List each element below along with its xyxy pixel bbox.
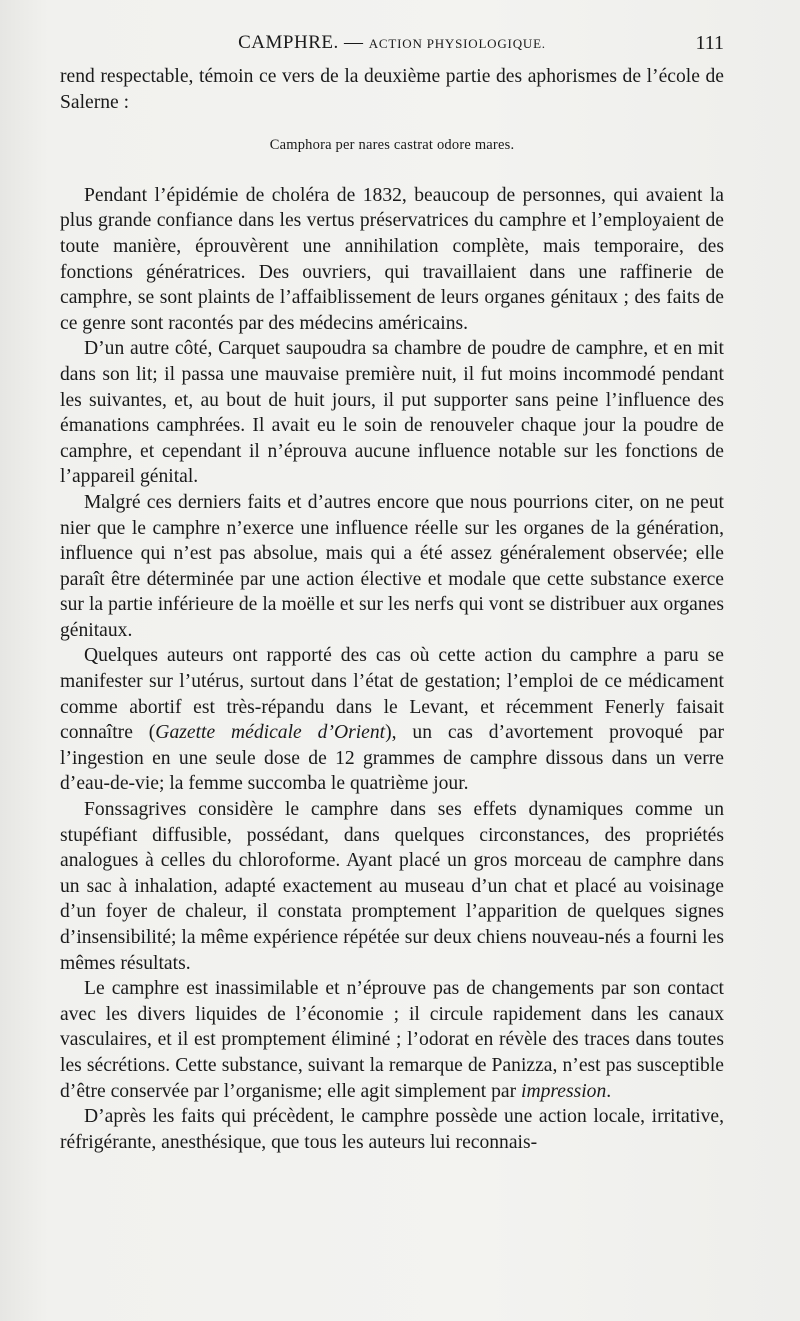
paragraph-elimination: [60, 976, 724, 1104]
paragraph-uterus: [60, 643, 724, 797]
paragraph-elimination-text-b: .: [606, 1080, 612, 1102]
paragraph-uterus-text-b: ), un cas d’avortement provoqué par l’ingestion en une seule dose de 12 grammes de camphre dissous dans un verre d’eau-de-vie; la femme succomba le quatrième jour.: [60, 722, 724, 795]
latin-quote: Camphora per nares castrat odore mares.: [269, 137, 515, 154]
running-title: [60, 32, 724, 54]
paragraph-generation: Malgré ces derniers faits et d’autres encore que nous pourrions citer, on ne peut nier que le camphre n’exerce une influence réelle sur les organes de la génération, influence qui n’est pas absolue, mais qui a été assez généralement observée; elle paraît être déterminée par une action élective et modale que cette substance exerce sur la partie inférieure de la moëlle et sur les nerfs qui vont se distribuer aux organes génitaux.: [60, 491, 724, 641]
paragraph-cholera: Pendant l’épidémie de choléra de 1832, beaucoup de personnes, qui avaient la plus grande confiance dans les vertus préservatrices du camphre et l’employaient de toute manière, éprouvèrent une annihilation complète, mais temporaire, des fonctions génératrices. Des ouvriers, qui travaillaient dans une raffinerie de camphre, se sont plaints de l’affaiblissement de leurs organes génitaux ; des faits de ce genre sont racontés par des médecins américains.: [60, 184, 724, 334]
impression-word: impression: [521, 1080, 607, 1102]
paragraph-uterus-text-a: Quelques auteurs ont rapporté des cas où cette action du camphre a paru se manifester sur l’utérus, surtout dans l’état de gestation; l’emploi de ce médicament comme abortif est très-répandu dans le Levant, et récemment Fenerly faisait connaître (: [60, 645, 724, 744]
running-title-sub: ACTION PHYSIOLOGIQUE.: [368, 36, 546, 51]
running-title-dash: —: [343, 32, 364, 53]
page-number: 111: [695, 32, 724, 54]
paragraph-fonssagrives: Fonssagrives considère le camphre dans ses effets dynamiques comme un stupéfiant diffusible, possédant, dans quelques circonstances, des propriétés analogues à celles du chloroforme. Ayant placé un gros morceau de camphre dans un sac à inhalation, adapté exactement au museau d’un chat et placé au voisinage d’un foyer de chaleur, il constata promptement l’apparition de quelques signes d’insensibilité; la même expérience répétée sur deux chiens nouveau-nés a fourni les mêmes résultats.: [60, 799, 724, 974]
paragraph-elimination-text-a: Le camphre est inassimilable et n’éprouve pas de changements par son contact avec les divers liquides de l’économie ; il circule rapidement dans les canaux vasculaires, et il est promptement éliminé ; l’odorat en révèle des traces dans toutes les sécrétions. Cette substance, suivant la remarque de Panizza, n’est pas susceptible d’être conservée par l’organisme; elle agit simplement par: [60, 978, 724, 1102]
running-title-main: CAMPHRE.: [238, 32, 339, 53]
paragraph-conclusion: D’après les faits qui précèdent, le camphre possède une action locale, irritative, réfrigérante, anesthésique, que tous les auteurs lui reconnais-: [60, 1106, 724, 1153]
running-header: [60, 30, 724, 60]
body-text: [60, 64, 724, 1155]
journal-title: Gazette médicale d’Orient: [155, 722, 386, 744]
paragraph-continuation: rend respectable, témoin ce vers de la deuxième partie des aphorismes de l’école de Salerne :: [60, 66, 724, 113]
paragraph-carquet: D’un autre côté, Carquet saupoudra sa chambre de poudre de camphre, et en mit dans son lit; il passa une mauvaise première nuit, il fut moins incommodé pendant les suivantes, et, au bout de huit jours, il put supporter sans peine l’influence des émanations camphrées. Il avait eu le soin de renouveler chaque jour la poudre de camphre, et cependant il n’éprouva aucune influence notable sur les fonctions de l’appareil génital.: [60, 338, 724, 488]
